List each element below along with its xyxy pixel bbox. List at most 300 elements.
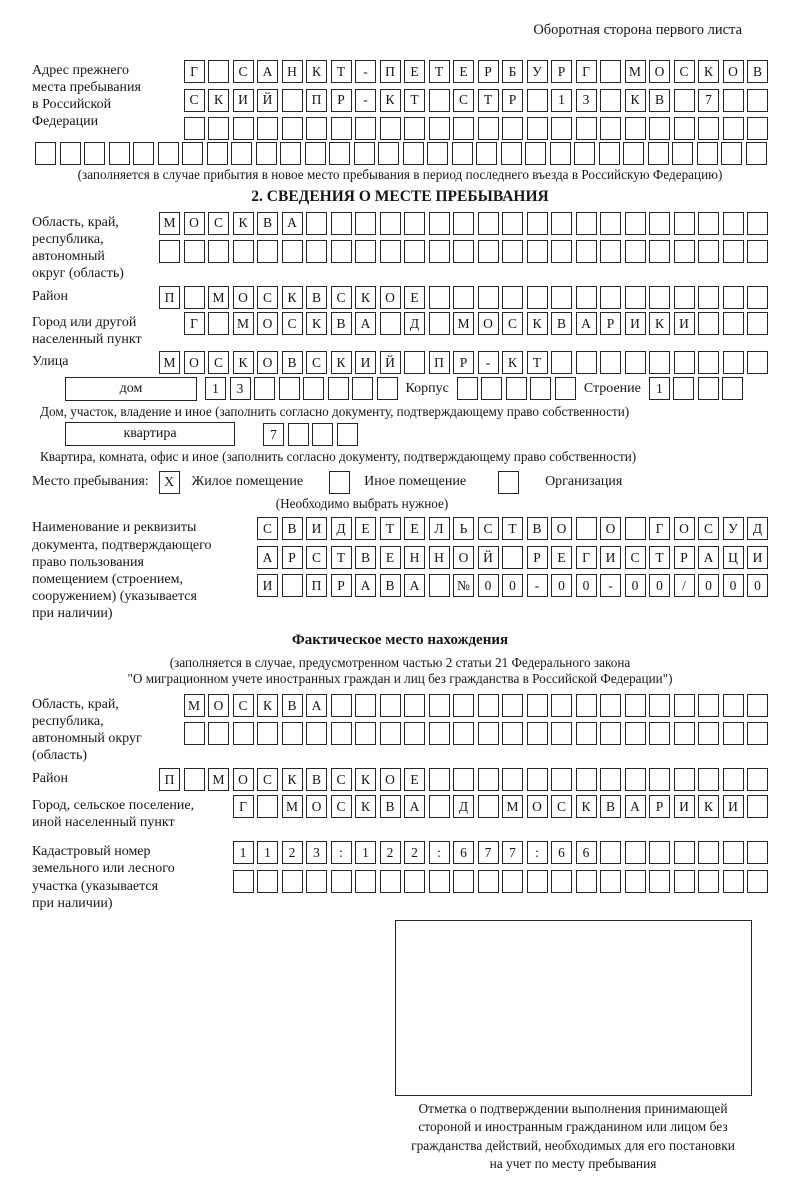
char-cell[interactable] xyxy=(674,212,695,235)
checkbox-inoe[interactable] xyxy=(329,471,350,494)
char-cell[interactable] xyxy=(380,212,401,235)
char-cell[interactable] xyxy=(551,870,572,893)
char-cell[interactable]: А xyxy=(625,795,646,818)
char-cell[interactable] xyxy=(328,377,349,400)
char-cell[interactable] xyxy=(502,212,523,235)
char-cell[interactable]: Р xyxy=(453,351,474,374)
char-cell[interactable] xyxy=(133,142,154,165)
char-cell[interactable]: К xyxy=(208,89,229,112)
char-cell[interactable]: О xyxy=(723,60,744,83)
char-cell[interactable]: - xyxy=(355,60,376,83)
char-cell[interactable] xyxy=(453,240,474,263)
char-cell[interactable]: А xyxy=(257,60,278,83)
char-cell[interactable] xyxy=(429,212,450,235)
char-cell[interactable] xyxy=(530,377,551,400)
char-cell[interactable]: П xyxy=(306,89,327,112)
char-cell[interactable]: К xyxy=(282,286,303,309)
char-cell[interactable] xyxy=(723,694,744,717)
char-cell[interactable]: Е xyxy=(355,517,376,540)
char-cell[interactable] xyxy=(478,795,499,818)
char-cell[interactable] xyxy=(600,212,621,235)
char-cell[interactable] xyxy=(747,117,768,140)
char-cell[interactable] xyxy=(305,142,326,165)
char-cell[interactable] xyxy=(184,286,205,309)
char-cell[interactable] xyxy=(427,142,448,165)
char-cell[interactable]: С xyxy=(453,89,474,112)
char-cell[interactable]: В xyxy=(282,517,303,540)
char-cell[interactable]: 3 xyxy=(576,89,597,112)
char-cell[interactable] xyxy=(698,286,719,309)
char-cell[interactable] xyxy=(282,722,303,745)
char-cell[interactable]: М xyxy=(184,694,205,717)
char-cell[interactable] xyxy=(649,722,670,745)
char-cell[interactable]: 1 xyxy=(649,377,670,400)
char-cell[interactable]: Т xyxy=(429,60,450,83)
char-cell[interactable] xyxy=(722,377,743,400)
char-cell[interactable] xyxy=(478,694,499,717)
char-cell[interactable] xyxy=(747,212,768,235)
char-cell[interactable] xyxy=(747,870,768,893)
char-cell[interactable]: М xyxy=(233,312,254,335)
char-cell[interactable]: В xyxy=(649,89,670,112)
char-cell[interactable]: П xyxy=(159,286,180,309)
char-cell[interactable]: В xyxy=(355,546,376,569)
char-cell[interactable]: А xyxy=(404,795,425,818)
char-cell[interactable]: Й xyxy=(257,89,278,112)
char-cell[interactable]: Д xyxy=(331,517,352,540)
char-cell[interactable]: Т xyxy=(404,89,425,112)
char-cell[interactable] xyxy=(502,768,523,791)
char-cell[interactable]: К xyxy=(306,60,327,83)
char-cell[interactable] xyxy=(109,142,130,165)
char-cell[interactable] xyxy=(378,142,399,165)
char-cell[interactable] xyxy=(355,870,376,893)
char-cell[interactable]: П xyxy=(429,351,450,374)
char-cell[interactable] xyxy=(355,212,376,235)
char-cell[interactable] xyxy=(723,768,744,791)
char-cell[interactable] xyxy=(306,117,327,140)
char-cell[interactable] xyxy=(233,722,254,745)
char-cell[interactable]: О xyxy=(527,795,548,818)
char-cell[interactable] xyxy=(698,212,719,235)
char-cell[interactable] xyxy=(625,351,646,374)
char-cell[interactable]: В xyxy=(306,768,327,791)
checkbox-organizaciya[interactable] xyxy=(498,471,519,494)
char-cell[interactable]: И xyxy=(233,89,254,112)
char-cell[interactable] xyxy=(478,117,499,140)
char-cell[interactable] xyxy=(576,286,597,309)
char-cell[interactable]: С xyxy=(257,768,278,791)
char-cell[interactable] xyxy=(723,312,744,335)
char-cell[interactable] xyxy=(674,841,695,864)
char-cell[interactable]: О xyxy=(184,212,205,235)
char-cell[interactable] xyxy=(600,60,621,83)
char-cell[interactable]: Л xyxy=(429,517,450,540)
char-cell[interactable]: К xyxy=(355,286,376,309)
char-cell[interactable] xyxy=(208,60,229,83)
char-cell[interactable] xyxy=(208,722,229,745)
char-cell[interactable] xyxy=(625,517,646,540)
char-cell[interactable] xyxy=(337,423,358,446)
char-cell[interactable]: С xyxy=(331,768,352,791)
char-cell[interactable]: - xyxy=(527,574,548,597)
char-cell[interactable] xyxy=(481,377,502,400)
char-cell[interactable] xyxy=(184,240,205,263)
char-cell[interactable]: Р xyxy=(649,795,670,818)
char-cell[interactable]: Т xyxy=(649,546,670,569)
char-cell[interactable] xyxy=(673,377,694,400)
char-cell[interactable]: Т xyxy=(502,517,523,540)
char-cell[interactable] xyxy=(723,841,744,864)
char-cell[interactable]: О xyxy=(478,312,499,335)
char-cell[interactable]: В xyxy=(747,60,768,83)
char-cell[interactable]: О xyxy=(233,286,254,309)
char-cell[interactable]: С xyxy=(306,351,327,374)
char-cell[interactable] xyxy=(208,117,229,140)
char-cell[interactable] xyxy=(674,89,695,112)
char-cell[interactable] xyxy=(698,117,719,140)
char-cell[interactable]: К xyxy=(698,60,719,83)
char-cell[interactable] xyxy=(159,240,180,263)
char-cell[interactable] xyxy=(747,312,768,335)
char-cell[interactable] xyxy=(208,312,229,335)
char-cell[interactable] xyxy=(550,142,571,165)
char-cell[interactable]: П xyxy=(380,60,401,83)
char-cell[interactable]: В xyxy=(600,795,621,818)
char-cell[interactable]: К xyxy=(233,351,254,374)
char-cell[interactable] xyxy=(600,117,621,140)
char-cell[interactable] xyxy=(257,722,278,745)
char-cell[interactable] xyxy=(355,722,376,745)
char-cell[interactable]: Р xyxy=(282,546,303,569)
char-cell[interactable]: 0 xyxy=(698,574,719,597)
char-cell[interactable] xyxy=(747,240,768,263)
char-cell[interactable]: 1 xyxy=(551,89,572,112)
char-cell[interactable] xyxy=(721,142,742,165)
char-cell[interactable] xyxy=(551,694,572,717)
char-cell[interactable] xyxy=(35,142,56,165)
char-cell[interactable]: 0 xyxy=(551,574,572,597)
char-cell[interactable]: Т xyxy=(380,517,401,540)
char-cell[interactable]: Р xyxy=(527,546,548,569)
char-cell[interactable]: Н xyxy=(282,60,303,83)
char-cell[interactable] xyxy=(429,240,450,263)
char-cell[interactable] xyxy=(233,117,254,140)
char-cell[interactable] xyxy=(331,870,352,893)
char-cell[interactable] xyxy=(355,694,376,717)
char-cell[interactable]: И xyxy=(625,312,646,335)
char-cell[interactable]: К xyxy=(331,351,352,374)
char-cell[interactable] xyxy=(478,870,499,893)
char-cell[interactable]: М xyxy=(625,60,646,83)
char-cell[interactable] xyxy=(698,768,719,791)
char-cell[interactable] xyxy=(208,240,229,263)
char-cell[interactable] xyxy=(254,377,275,400)
char-cell[interactable] xyxy=(698,377,719,400)
char-cell[interactable] xyxy=(698,240,719,263)
char-cell[interactable]: В xyxy=(551,312,572,335)
char-cell[interactable] xyxy=(453,117,474,140)
char-cell[interactable] xyxy=(649,286,670,309)
char-cell[interactable]: О xyxy=(600,517,621,540)
char-cell[interactable]: С xyxy=(698,517,719,540)
char-cell[interactable] xyxy=(478,212,499,235)
char-cell[interactable]: С xyxy=(257,286,278,309)
char-cell[interactable]: О xyxy=(380,768,401,791)
char-cell[interactable] xyxy=(649,694,670,717)
char-cell[interactable] xyxy=(649,351,670,374)
char-cell[interactable]: С xyxy=(674,60,695,83)
char-cell[interactable] xyxy=(625,870,646,893)
char-cell[interactable]: - xyxy=(355,89,376,112)
char-cell[interactable] xyxy=(404,694,425,717)
char-cell[interactable]: Г xyxy=(184,60,205,83)
char-cell[interactable] xyxy=(674,694,695,717)
char-cell[interactable]: О xyxy=(184,351,205,374)
char-cell[interactable]: К xyxy=(625,89,646,112)
char-cell[interactable]: : xyxy=(527,841,548,864)
char-cell[interactable] xyxy=(306,870,327,893)
char-cell[interactable]: М xyxy=(453,312,474,335)
char-cell[interactable] xyxy=(501,142,522,165)
char-cell[interactable]: Т xyxy=(478,89,499,112)
char-cell[interactable] xyxy=(723,212,744,235)
char-cell[interactable] xyxy=(306,722,327,745)
char-cell[interactable] xyxy=(527,240,548,263)
char-cell[interactable] xyxy=(257,870,278,893)
char-cell[interactable]: № xyxy=(453,574,474,597)
char-cell[interactable] xyxy=(282,240,303,263)
char-cell[interactable] xyxy=(625,768,646,791)
char-cell[interactable]: И xyxy=(257,574,278,597)
char-cell[interactable]: У xyxy=(527,60,548,83)
char-cell[interactable]: К xyxy=(306,312,327,335)
char-cell[interactable]: В xyxy=(331,312,352,335)
char-cell[interactable]: Р xyxy=(331,574,352,597)
char-cell[interactable] xyxy=(184,768,205,791)
char-cell[interactable]: У xyxy=(723,517,744,540)
char-cell[interactable] xyxy=(231,142,252,165)
char-cell[interactable]: 0 xyxy=(625,574,646,597)
char-cell[interactable]: 7 xyxy=(502,841,523,864)
char-cell[interactable] xyxy=(551,117,572,140)
char-cell[interactable] xyxy=(625,212,646,235)
char-cell[interactable]: С xyxy=(184,89,205,112)
char-cell[interactable] xyxy=(747,795,768,818)
char-cell[interactable] xyxy=(576,517,597,540)
char-cell[interactable]: С xyxy=(233,60,254,83)
char-cell[interactable] xyxy=(60,142,81,165)
char-cell[interactable]: О xyxy=(208,694,229,717)
char-cell[interactable] xyxy=(478,240,499,263)
char-cell[interactable] xyxy=(674,722,695,745)
char-cell[interactable]: 0 xyxy=(478,574,499,597)
char-cell[interactable] xyxy=(599,142,620,165)
char-cell[interactable]: А xyxy=(404,574,425,597)
char-cell[interactable] xyxy=(698,722,719,745)
char-cell[interactable]: К xyxy=(233,212,254,235)
char-cell[interactable] xyxy=(625,694,646,717)
char-cell[interactable] xyxy=(625,841,646,864)
char-cell[interactable] xyxy=(331,722,352,745)
char-cell[interactable]: О xyxy=(257,351,278,374)
char-cell[interactable]: Е xyxy=(551,546,572,569)
char-cell[interactable] xyxy=(576,212,597,235)
char-cell[interactable] xyxy=(527,212,548,235)
char-cell[interactable]: И xyxy=(306,517,327,540)
char-cell[interactable]: К xyxy=(649,312,670,335)
char-cell[interactable]: Г xyxy=(576,60,597,83)
char-cell[interactable]: С xyxy=(478,517,499,540)
char-cell[interactable] xyxy=(649,117,670,140)
char-cell[interactable] xyxy=(649,212,670,235)
char-cell[interactable]: С xyxy=(208,351,229,374)
char-cell[interactable] xyxy=(723,351,744,374)
char-cell[interactable]: : xyxy=(331,841,352,864)
char-cell[interactable]: С xyxy=(502,312,523,335)
char-cell[interactable] xyxy=(429,870,450,893)
char-cell[interactable] xyxy=(306,212,327,235)
char-cell[interactable] xyxy=(527,870,548,893)
char-cell[interactable] xyxy=(600,722,621,745)
char-cell[interactable] xyxy=(600,768,621,791)
char-cell[interactable]: 6 xyxy=(576,841,597,864)
char-cell[interactable]: В xyxy=(282,694,303,717)
char-cell[interactable]: О xyxy=(306,795,327,818)
char-cell[interactable]: А xyxy=(576,312,597,335)
char-cell[interactable] xyxy=(331,694,352,717)
char-cell[interactable]: Р xyxy=(600,312,621,335)
char-cell[interactable] xyxy=(551,240,572,263)
char-cell[interactable]: С xyxy=(551,795,572,818)
char-cell[interactable]: 0 xyxy=(649,574,670,597)
char-cell[interactable] xyxy=(502,286,523,309)
char-cell[interactable] xyxy=(403,142,424,165)
char-cell[interactable]: 3 xyxy=(306,841,327,864)
char-cell[interactable]: Д xyxy=(453,795,474,818)
char-cell[interactable]: Е xyxy=(404,60,425,83)
char-cell[interactable] xyxy=(380,117,401,140)
char-cell[interactable]: Б xyxy=(502,60,523,83)
char-cell[interactable]: А xyxy=(698,546,719,569)
char-cell[interactable] xyxy=(184,117,205,140)
char-cell[interactable]: 2 xyxy=(404,841,425,864)
char-cell[interactable] xyxy=(747,89,768,112)
char-cell[interactable] xyxy=(282,870,303,893)
char-cell[interactable]: П xyxy=(159,768,180,791)
char-cell[interactable] xyxy=(576,870,597,893)
char-cell[interactable] xyxy=(453,286,474,309)
char-cell[interactable]: А xyxy=(257,546,278,569)
char-cell[interactable] xyxy=(355,117,376,140)
char-cell[interactable] xyxy=(576,240,597,263)
char-cell[interactable] xyxy=(429,312,450,335)
char-cell[interactable] xyxy=(648,142,669,165)
char-cell[interactable]: Г xyxy=(184,312,205,335)
char-cell[interactable]: Р xyxy=(502,89,523,112)
char-cell[interactable]: М xyxy=(159,351,180,374)
char-cell[interactable] xyxy=(674,240,695,263)
char-cell[interactable]: К xyxy=(355,795,376,818)
char-cell[interactable] xyxy=(429,694,450,717)
char-cell[interactable] xyxy=(312,423,333,446)
char-cell[interactable]: Ь xyxy=(453,517,474,540)
char-cell[interactable] xyxy=(502,722,523,745)
char-cell[interactable]: Е xyxy=(404,768,425,791)
char-cell[interactable] xyxy=(574,142,595,165)
char-cell[interactable]: С xyxy=(257,517,278,540)
char-cell[interactable] xyxy=(329,142,350,165)
char-cell[interactable] xyxy=(723,722,744,745)
char-cell[interactable]: 2 xyxy=(282,841,303,864)
char-cell[interactable]: С xyxy=(282,312,303,335)
char-cell[interactable] xyxy=(576,117,597,140)
char-cell[interactable] xyxy=(649,768,670,791)
char-cell[interactable] xyxy=(527,694,548,717)
char-cell[interactable] xyxy=(380,722,401,745)
char-cell[interactable]: 2 xyxy=(380,841,401,864)
char-cell[interactable] xyxy=(747,286,768,309)
char-cell[interactable] xyxy=(747,722,768,745)
char-cell[interactable] xyxy=(257,795,278,818)
char-cell[interactable] xyxy=(746,142,767,165)
char-cell[interactable] xyxy=(453,870,474,893)
char-cell[interactable] xyxy=(527,286,548,309)
char-cell[interactable] xyxy=(576,722,597,745)
char-cell[interactable]: Г xyxy=(233,795,254,818)
char-cell[interactable] xyxy=(331,212,352,235)
char-cell[interactable]: К xyxy=(282,768,303,791)
char-cell[interactable]: И xyxy=(674,312,695,335)
char-cell[interactable]: К xyxy=(576,795,597,818)
char-cell[interactable] xyxy=(354,142,375,165)
char-cell[interactable] xyxy=(551,351,572,374)
char-cell[interactable] xyxy=(674,117,695,140)
char-cell[interactable]: Е xyxy=(404,517,425,540)
char-cell[interactable]: Д xyxy=(747,517,768,540)
char-cell[interactable]: К xyxy=(527,312,548,335)
char-cell[interactable] xyxy=(600,89,621,112)
char-cell[interactable] xyxy=(282,89,303,112)
char-cell[interactable] xyxy=(256,142,277,165)
char-cell[interactable] xyxy=(649,870,670,893)
char-cell[interactable] xyxy=(429,768,450,791)
char-cell[interactable]: Р xyxy=(551,60,572,83)
char-cell[interactable]: М xyxy=(159,212,180,235)
char-cell[interactable]: 1 xyxy=(233,841,254,864)
char-cell[interactable]: 1 xyxy=(355,841,376,864)
char-cell[interactable]: Д xyxy=(404,312,425,335)
char-cell[interactable]: К xyxy=(502,351,523,374)
char-cell[interactable] xyxy=(747,768,768,791)
char-cell[interactable]: Й xyxy=(380,351,401,374)
char-cell[interactable] xyxy=(478,722,499,745)
char-cell[interactable] xyxy=(404,870,425,893)
char-cell[interactable]: С xyxy=(306,546,327,569)
char-cell[interactable]: О xyxy=(649,60,670,83)
char-cell[interactable] xyxy=(502,240,523,263)
char-cell[interactable]: Р xyxy=(331,89,352,112)
char-cell[interactable] xyxy=(625,117,646,140)
char-cell[interactable]: Г xyxy=(649,517,670,540)
char-cell[interactable] xyxy=(429,722,450,745)
char-cell[interactable] xyxy=(723,117,744,140)
char-cell[interactable] xyxy=(649,841,670,864)
char-cell[interactable]: И xyxy=(355,351,376,374)
char-cell[interactable]: Р xyxy=(674,546,695,569)
char-cell[interactable]: О xyxy=(233,768,254,791)
char-cell[interactable] xyxy=(551,722,572,745)
